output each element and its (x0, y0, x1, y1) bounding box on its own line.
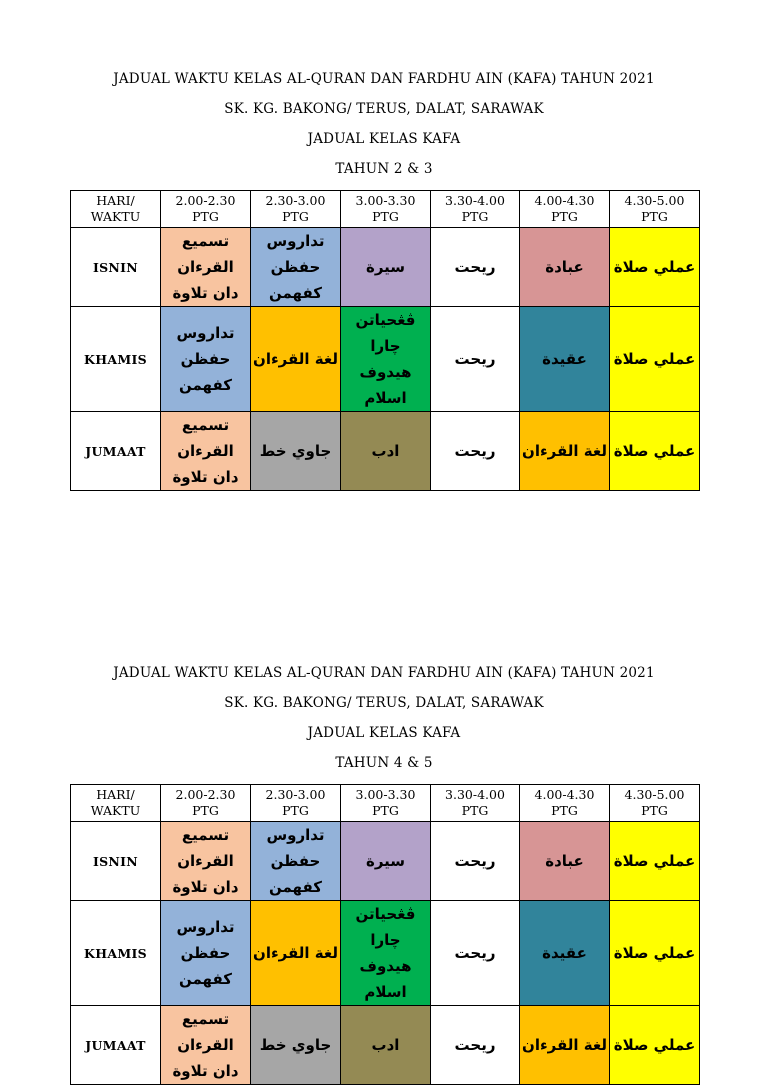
subject-cell (610, 901, 700, 1006)
subject-text: حفظن كفهمن (179, 944, 232, 988)
subject-text: دان تلاوة (172, 468, 239, 486)
header-slot: 2.30-3.00 PTG (251, 191, 341, 228)
table-row (71, 1006, 700, 1085)
subject-text: تسميع القرءان (177, 416, 234, 460)
subject-text: سيرة (365, 852, 406, 870)
subject-cell (251, 412, 341, 491)
subject-cell (161, 412, 251, 491)
subject-text: ريحت (454, 944, 496, 962)
subject-text: تداروس (176, 324, 235, 342)
subject-text: حفظن كفهمن (269, 852, 322, 896)
subject-cell (251, 228, 341, 307)
table-row (71, 901, 700, 1006)
subject-cell (161, 901, 251, 1006)
header-slot: 2.30-3.00 PTG (251, 785, 341, 822)
subject-text: لغة القرءان (522, 1036, 607, 1054)
subject-cell (341, 412, 431, 491)
subject-text: سيرة (365, 258, 406, 276)
subject-text: عملي صلاة (613, 350, 696, 368)
subject-cell (431, 822, 520, 901)
subject-text: دان تلاوة (172, 878, 239, 896)
table-row (71, 228, 700, 307)
header-day: HARI/ WAKTU (71, 785, 161, 822)
subject-cell (610, 307, 700, 412)
subject-text: جاوي خط (259, 1036, 332, 1054)
subject-cell (520, 307, 610, 412)
header-row (71, 785, 700, 822)
day-cell: JUMAAT (71, 1006, 161, 1085)
subject-text: ڤڠحياتن چارا (355, 311, 416, 355)
subject-text: تسميع القرءان (177, 1010, 234, 1054)
header-day: HARI/ WAKTU (71, 191, 161, 228)
timetable (70, 784, 700, 1085)
timetable-section-1 (0, 64, 768, 184)
header-slot: 3.30-4.00 PTG (431, 785, 520, 822)
subject-text: ريحت (454, 258, 496, 276)
subject-text: ريحت (454, 1036, 496, 1054)
day-cell: KHAMIS (71, 307, 161, 412)
subject-cell (341, 228, 431, 307)
subject-cell (251, 901, 341, 1006)
subject-text: عبادة (545, 258, 584, 276)
header-slot: 2.00-2.30 PTG (161, 191, 251, 228)
school-name: SK. KG. BAKONG/ TERUS, DALAT, SARAWAK (224, 695, 544, 711)
header-slot: 3.00-3.30 PTG (341, 191, 431, 228)
subject-cell (610, 228, 700, 307)
document-title: JADUAL WAKTU KELAS AL-QURAN DAN FARDHU AIN (KAFA) TAHUN 2021 (113, 71, 655, 87)
subject-text: ادب (371, 442, 400, 460)
subject-text: تداروس (266, 232, 325, 250)
subject-text: ريحت (454, 852, 496, 870)
timetable-section-2 (0, 658, 768, 778)
subject-text: هيدوف (359, 363, 412, 381)
subject-cell (520, 901, 610, 1006)
subject-cell (161, 822, 251, 901)
header-row (71, 191, 700, 228)
subject-cell (431, 307, 520, 412)
subject-text: عقيدة (542, 350, 587, 368)
subject-cell (610, 1006, 700, 1085)
level-heading: TAHUN 4 & 5 (335, 755, 433, 771)
subject-text: لغة القرءان (522, 442, 607, 460)
subject-cell (520, 412, 610, 491)
day-cell: ISNIN (71, 822, 161, 901)
document-title: JADUAL WAKTU KELAS AL-QURAN DAN FARDHU AIN (KAFA) TAHUN 2021 (113, 665, 655, 681)
subject-text: ريحت (454, 350, 496, 368)
subject-text: اسلام (364, 983, 407, 1001)
header-slot: 4.30-5.00 PTG (610, 191, 700, 228)
subject-cell (610, 822, 700, 901)
day-cell: ISNIN (71, 228, 161, 307)
subject-cell (341, 307, 431, 412)
subject-cell (431, 412, 520, 491)
timetable (70, 190, 700, 491)
subject-cell (431, 228, 520, 307)
header-slot: 3.00-3.30 PTG (341, 785, 431, 822)
subject-cell (341, 1006, 431, 1085)
subject-cell (251, 1006, 341, 1085)
header-slot: 4.30-5.00 PTG (610, 785, 700, 822)
subject-text: لغة القرءان (253, 350, 338, 368)
subject-cell (431, 901, 520, 1006)
subject-cell (251, 822, 341, 901)
subject-text: عملي صلاة (613, 852, 696, 870)
subject-text: عملي صلاة (613, 944, 696, 962)
table-row (71, 822, 700, 901)
subject-text: ادب (371, 1036, 400, 1054)
schedule-subtitle: JADUAL KELAS KAFA (307, 131, 461, 147)
schedule-subtitle: JADUAL KELAS KAFA (307, 725, 461, 741)
subject-cell (341, 822, 431, 901)
subject-text: تداروس (176, 918, 235, 936)
subject-cell (161, 307, 251, 412)
table-row (71, 412, 700, 491)
header-slot: 3.30-4.00 PTG (431, 191, 520, 228)
subject-text: عبادة (545, 852, 584, 870)
day-cell: JUMAAT (71, 412, 161, 491)
subject-text: اسلام (364, 389, 407, 407)
subject-text: حفظن كفهمن (269, 258, 322, 302)
subject-text: عملي صلاة (613, 442, 696, 460)
subject-text: تسميع القرءان (177, 232, 234, 276)
header-slot: 4.00-4.30 PTG (520, 785, 610, 822)
subject-cell (520, 228, 610, 307)
subject-text: تداروس (266, 826, 325, 844)
header-slot: 2.00-2.30 PTG (161, 785, 251, 822)
school-name: SK. KG. BAKONG/ TERUS, DALAT, SARAWAK (224, 101, 544, 117)
subject-text: حفظن كفهمن (179, 350, 232, 394)
subject-text: ريحت (454, 442, 496, 460)
subject-cell (251, 307, 341, 412)
day-cell: KHAMIS (71, 901, 161, 1006)
subject-text: عقيدة (542, 944, 587, 962)
subject-cell (341, 901, 431, 1006)
subject-cell (161, 1006, 251, 1085)
subject-text: عملي صلاة (613, 258, 696, 276)
subject-cell (431, 1006, 520, 1085)
subject-cell (610, 412, 700, 491)
subject-text: لغة القرءان (253, 944, 338, 962)
subject-text: ڤڠحياتن چارا (355, 905, 416, 949)
subject-text: هيدوف (359, 957, 412, 975)
level-heading: TAHUN 2 & 3 (335, 161, 433, 177)
subject-cell (161, 228, 251, 307)
subject-text: دان تلاوة (172, 284, 239, 302)
header-slot: 4.00-4.30 PTG (520, 191, 610, 228)
table-row (71, 307, 700, 412)
subject-text: تسميع القرءان (177, 826, 234, 870)
subject-text: عملي صلاة (613, 1036, 696, 1054)
subject-text: جاوي خط (259, 442, 332, 460)
subject-text: دان تلاوة (172, 1062, 239, 1080)
subject-cell (520, 822, 610, 901)
subject-cell (520, 1006, 610, 1085)
